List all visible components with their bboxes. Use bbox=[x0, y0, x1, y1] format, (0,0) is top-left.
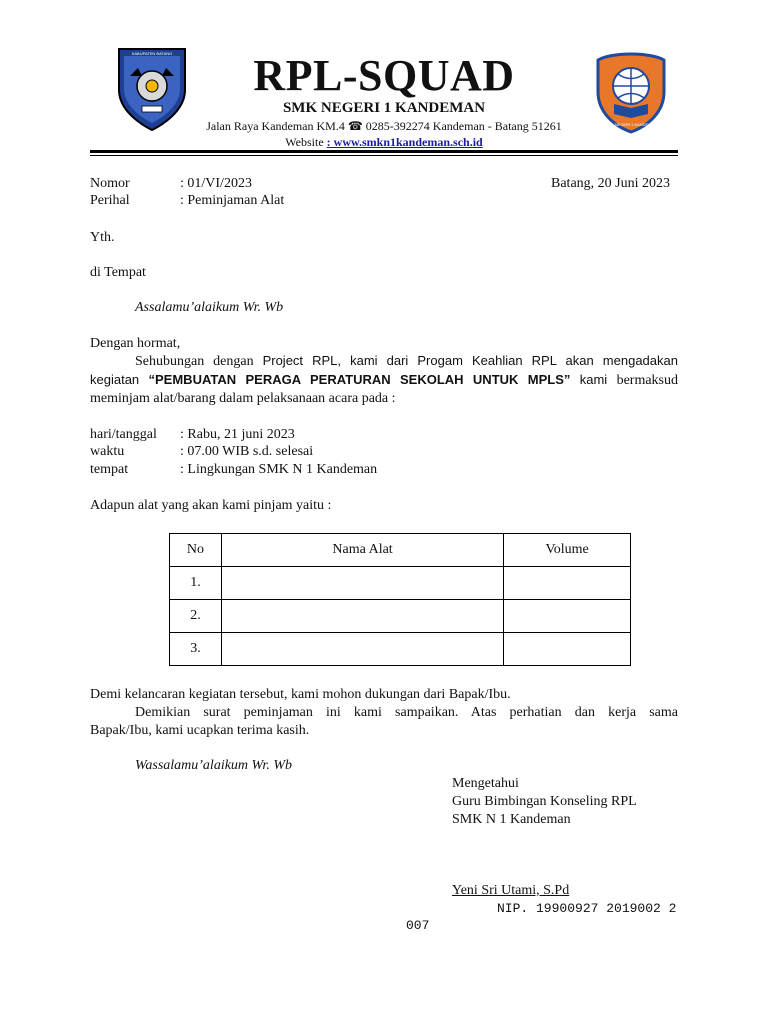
nomor-value: : 01/VI/2023 bbox=[180, 176, 252, 191]
website-link[interactable]: : www.smkn1kandeman.sch.id bbox=[326, 135, 483, 149]
schedule-label-date: hari/tanggal bbox=[90, 427, 157, 442]
body-text: bermaksud bbox=[616, 373, 678, 388]
letterhead-title: RPL-SQUAD bbox=[253, 51, 515, 100]
right-logo-text: SMK NEGERI 1 KANDEMAN bbox=[604, 122, 658, 127]
closing-line-1: Demi kelancaran kegiatan tersebut, kami mohon dukungan dari Bapak/Ibu. bbox=[90, 687, 511, 702]
perihal-value: : Peminjaman Alat bbox=[180, 193, 285, 208]
schedule-value-time: : 07.00 WIB s.d. selesai bbox=[180, 444, 314, 459]
table-cell-nama-alat[interactable] bbox=[221, 567, 503, 600]
closing-salutation: Wassalamu’alaikum Wr. Wb bbox=[135, 758, 292, 773]
table-cell-nama-alat[interactable] bbox=[221, 633, 503, 666]
place-date: Batang, 20 Juni 2023 bbox=[551, 176, 670, 191]
table-cell-volume[interactable] bbox=[504, 600, 631, 633]
signatory-nip: NIP. 19900927 2019002 2 bbox=[497, 901, 677, 916]
table-cell-no: 2. bbox=[170, 600, 222, 633]
table-cell-no: 3. bbox=[170, 633, 222, 666]
body-text: Sehubungan dengan bbox=[135, 354, 263, 369]
website-label: Website bbox=[285, 135, 324, 149]
school-address: Jalan Raya Kandeman KM.4 ☎ 0285-392274 Kandeman - Batang 51261 bbox=[206, 119, 562, 133]
body-line-3: meminjam alat/barang dalam pelaksanaan acara pada : bbox=[90, 391, 396, 406]
table-header-row bbox=[170, 534, 631, 567]
body-text: Project RPL, kami dari Progam Keahlian RPL akan mengadakan bbox=[262, 353, 678, 368]
signature-school: SMK N 1 Kandeman bbox=[452, 812, 571, 827]
perihal-label: Perihal bbox=[90, 193, 130, 208]
table-header-volume: Volume bbox=[504, 534, 631, 567]
website-line bbox=[0, 135, 768, 150]
table-cell-no: 1. bbox=[170, 567, 222, 600]
table-row bbox=[170, 633, 631, 666]
table-cell-volume[interactable] bbox=[504, 567, 631, 600]
table-header-no: No bbox=[170, 534, 222, 567]
body-line-1 bbox=[135, 353, 678, 370]
left-logo-text: KABUPATEN BATANG bbox=[131, 51, 173, 56]
closing-line-3: Bapak/Ibu, kami ucapkan terima kasih. bbox=[90, 723, 310, 738]
schedule-value-date: : Rabu, 21 juni 2023 bbox=[180, 427, 295, 442]
signatory-nip-suffix: 007 bbox=[406, 918, 430, 933]
header-divider-thick bbox=[90, 150, 678, 153]
schedule-label-place: tempat bbox=[90, 462, 129, 477]
table-row bbox=[170, 567, 631, 600]
signatory-name: Yeni Sri Utami, S.Pd bbox=[452, 883, 570, 898]
signature-mengetahui: Mengetahui bbox=[452, 776, 519, 791]
nomor-label: Nomor bbox=[90, 176, 130, 191]
body-line-2 bbox=[90, 372, 678, 389]
table-row bbox=[170, 600, 631, 633]
schedule-label-time: waktu bbox=[90, 444, 125, 459]
recipient-place: di Tempat bbox=[90, 265, 146, 280]
recipient-yth: Yth. bbox=[90, 230, 115, 245]
schedule-value-place: : Lingkungan SMK N 1 Kandeman bbox=[180, 462, 378, 477]
school-name: SMK NEGERI 1 KANDEMAN bbox=[282, 100, 486, 116]
body-text: kami bbox=[570, 372, 617, 387]
table-cell-nama-alat[interactable] bbox=[221, 600, 503, 633]
table-header-nama-alat: Nama Alat bbox=[221, 534, 503, 567]
closing-line-2: Demikian surat peminjaman ini kami sampaikan. Atas perhatian dan kerja sama bbox=[135, 705, 678, 720]
table-intro: Adapun alat yang akan kami pinjam yaitu : bbox=[90, 498, 332, 513]
event-name: “PEMBUATAN PERAGA PERATURAN SEKOLAH UNTUK MPLS” bbox=[148, 372, 571, 387]
table-cell-volume[interactable] bbox=[504, 633, 631, 666]
greeting: Dengan hormat, bbox=[90, 336, 181, 351]
signature-role: Guru Bimbingan Konseling RPL bbox=[452, 794, 637, 809]
header-divider-thin bbox=[90, 155, 678, 156]
opening-salutation: Assalamu’alaikum Wr. Wb bbox=[135, 300, 284, 315]
body-text: kegiatan bbox=[90, 372, 149, 387]
items-table bbox=[169, 533, 631, 666]
